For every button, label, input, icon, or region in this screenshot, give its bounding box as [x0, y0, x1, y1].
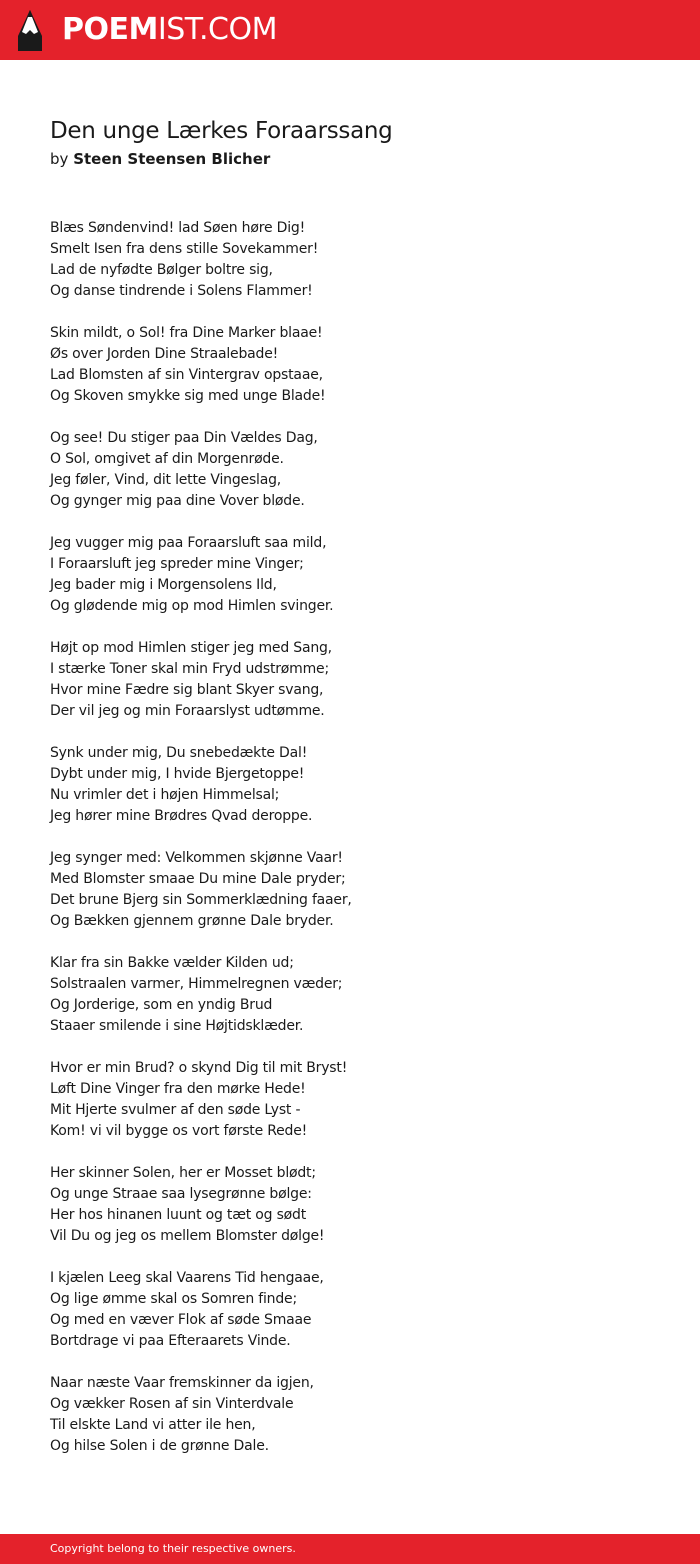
stanza: [50, 1268, 670, 1352]
poem-line: Højt op mod Himlen stiger jeg med Sang,: [50, 640, 332, 656]
stanza: [50, 428, 670, 512]
poem-line: Her skinner Solen, her er Mosset blødt;: [50, 1165, 316, 1181]
poem-line: Jeg føler, Vind, dit lette Vingeslag,: [50, 472, 282, 488]
poem-line: Og hilse Solen i de grønne Dale.: [50, 1438, 269, 1454]
poem-line: Dybt under mig, I hvide Bjergetoppe!: [50, 766, 305, 782]
stanza: [50, 218, 670, 302]
stanza: [50, 743, 670, 827]
poem-line: Hvor er min Brud? o skynd Dig til mit Bryst!: [50, 1060, 348, 1076]
poem-line: O Sol, omgivet af din Morgenrøde.: [50, 451, 284, 467]
copyright-text: Copyright belong to their respective owners.: [50, 1542, 296, 1555]
stanza: [50, 848, 670, 932]
logo-light-text: IST.COM: [157, 12, 277, 47]
poem-line: Og Skoven smykke sig med unge Blade!: [50, 388, 326, 404]
poem-line: Og see! Du stiger paa Din Vældes Dag,: [50, 430, 318, 446]
poem-line: Til elskte Land vi atter ile hen,: [50, 1417, 256, 1433]
poem-line: Klar fra sin Bakke vælder Kilden ud;: [50, 955, 294, 971]
poem-line: Smelt Isen fra dens stille Sovekammer!: [50, 241, 319, 257]
poem-line: Jeg synger med: Velkommen skjønne Vaar!: [50, 850, 343, 866]
byline: [50, 149, 270, 169]
poem-line: Og Bækken gjennem grønne Dale bryder.: [50, 913, 334, 929]
site-header: [0, 0, 700, 60]
poem-line: Og Jorderige, som en yndig Brud: [50, 997, 273, 1013]
author-name: Steen Steensen Blicher: [73, 150, 271, 168]
stanza: [50, 1058, 670, 1142]
poem-line: Jeg hører mine Brødres Qvad deroppe.: [50, 808, 313, 824]
poem-body: [50, 218, 670, 1478]
pencil-tip-icon[interactable]: [18, 10, 42, 51]
stanza: [50, 1163, 670, 1247]
poem-line: I Foraarsluft jeg spreder mine Vinger;: [50, 556, 304, 572]
poem-line: Jeg vugger mig paa Foraarsluft saa mild,: [50, 535, 327, 551]
poem-line: Og unge Straae saa lysegrønne bølge:: [50, 1186, 312, 1202]
stanza: [50, 953, 670, 1037]
poem-line: Og glødende mig op mod Himlen svinger.: [50, 598, 334, 614]
poem-line: Lad de nyfødte Bølger boltre sig,: [50, 262, 273, 278]
poem-line: Her hos hinanen luunt og tæt og sødt: [50, 1207, 307, 1223]
poem-line: Blæs Søndenvind! lad Søen høre Dig!: [50, 220, 305, 236]
poem-line: Jeg bader mig i Morgensolens Ild,: [50, 577, 277, 593]
poem-line: Med Blomster smaae Du mine Dale pryder;: [50, 871, 346, 887]
poem-line: I stærke Toner skal min Fryd udstrømme;: [50, 661, 329, 677]
poem-line: I kjælen Leeg skal Vaarens Tid hengaae,: [50, 1270, 324, 1286]
poem-line: Og vækker Rosen af sin Vinterdvale: [50, 1396, 294, 1412]
poem-line: Synk under mig, Du snebedækte Dal!: [50, 745, 308, 761]
poem-line: Nu vrimler det i højen Himmelsal;: [50, 787, 280, 803]
poem-line: Øs over Jorden Dine Straalebade!: [50, 346, 279, 362]
poem-line: Solstraalen varmer, Himmelregnen væder;: [50, 976, 343, 992]
poem-line: Mit Hjerte svulmer af den søde Lyst -: [50, 1102, 301, 1118]
stanza: [50, 1373, 670, 1457]
poem-line: Skin mildt, o Sol! fra Dine Marker blaae!: [50, 325, 323, 341]
site-logo[interactable]: [62, 11, 277, 49]
poem-line: Lad Blomsten af sin Vintergrav opstaae,: [50, 367, 323, 383]
poem-line: Og med en væver Flok af søde Smaae: [50, 1312, 312, 1328]
stanza: [50, 323, 670, 407]
poem-line: Vil Du og jeg os mellem Blomster dølge!: [50, 1228, 325, 1244]
poem-line: Løft Dine Vinger fra den mørke Hede!: [50, 1081, 306, 1097]
stanza: [50, 638, 670, 722]
poem-line: Staaer smilende i sine Højtidsklæder.: [50, 1018, 304, 1034]
poem-line: Og gynger mig paa dine Vover bløde.: [50, 493, 305, 509]
poem-line: Bortdrage vi paa Efteraarets Vinde.: [50, 1333, 291, 1349]
by-label: by: [50, 150, 69, 168]
poem-line: Og lige ømme skal os Somren finde;: [50, 1291, 297, 1307]
poem-line: Naar næste Vaar fremskinner da igjen,: [50, 1375, 314, 1391]
poem-line: Og danse tindrende i Solens Flammer!: [50, 283, 313, 299]
poem-line: Hvor mine Fædre sig blant Skyer svang,: [50, 682, 324, 698]
site-footer: [0, 1534, 700, 1564]
poem-line: Der vil jeg og min Foraarslyst udtømme.: [50, 703, 325, 719]
poem-line: Det brune Bjerg sin Sommerklædning faaer,: [50, 892, 352, 908]
logo-bold-text: POEM: [62, 12, 158, 47]
poem-title: Den unge Lærkes Foraarssang: [50, 118, 393, 144]
stanza: [50, 533, 670, 617]
poem-line: Kom! vi vil bygge os vort første Rede!: [50, 1123, 308, 1139]
